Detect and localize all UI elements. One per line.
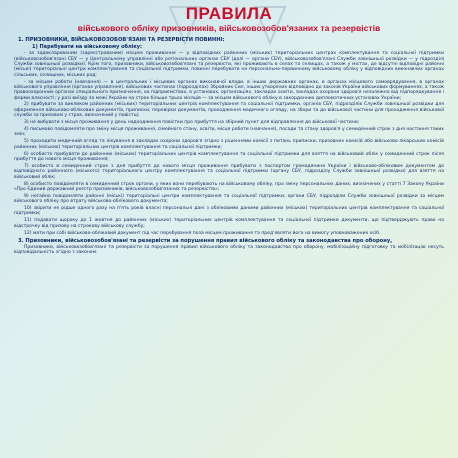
section-heading-3: 3. Призовники, військовозобов'язані та резервісти за порушення правил військового обліку та законодавства про оборону,	[18, 237, 393, 244]
paragraph: 7) особисто в семиденний строк з дня прибуття до нового місця проживання прибувати з паспортом громадянина України і військово-обліковим документом до відповідного районного (міського) територіального центру комплектування та соціальної підтримки (органу СБУ, підрозділу Служби зовнішньої розвідки) для взяття на військовий облік;	[14, 163, 444, 180]
paragraph: 10) звірити не рідше одного разу на п'ять років власні персональні дані з обліковими даними районних (міських) територіальних центрів комплектування та соціальної підтримки;	[14, 206, 444, 217]
paragraph: - за місцем роботи (навчання) — в центральних і місцевих органах виконавчої влади, в інших державних органах, в органах місцевого самоврядування, в органах військового управління (органах управління), військових частинах (підрозділах) Збройних Сил, інших утворених відповідно до законів України військових формуваннях, а також правоохоронних органах спеціального призначення, на підприємствах, в установах, організаціях, закладах освіти, закладах охорони здоров'я незалежно від підпорядкування і форми власності; у разі виїзду за межі України на строк більше трьох місяців — за місцем військового обліку в закордонних дипломатичних установах України;	[14, 79, 444, 101]
page-title: ПРАВИЛА	[185, 4, 273, 23]
paragraph: - за задекларованим (зареєстрованим) місцем проживання — у відповідних районних (міських) територіальних центрах комплектування та соціальної підтримки (військовозобов'язані СБУ — у Центральному управлінні або регіональних органах СБУ (далі — органи СБУ), військовозобов'язані Служби зовнішньої розвідки — у підрозділі Служби зовнішньої розвідки). Крім того, призовники, військовозобов'язані та резервісти, які проживають в селах та селищах, а також у містах, де відсутні відповідні районні (міські) територіальні центри комплектування та соціальної підтримки, повинні перебувати на персонально-первинному військовому обліку у відповідних виконавчих органах сільських, селищних, міських рад;	[14, 51, 444, 78]
paragraph: Призовники, військовозобов'язані та резервісти за порушення правил військового обліку та законодавства про оборону, мобілізаційну підготовку та мобілізацію несуть відповідальність згідно з законом.	[14, 244, 444, 256]
paragraph: 3) не вибувати з місця проживання у день надходження повістки про прибуття на збірний пункт для відправлення до військової частини;	[24, 120, 360, 126]
subheading-1: 1) Перебувати на військовому обліку:	[32, 44, 143, 51]
paragraph: 4) письмово повідомляти про зміну місця проживання, сімейного стану, освіти, місця роботи (навчання), посади та стану здоров'я у семиденний строк з дня настання таких змін;	[14, 127, 444, 138]
paragraph: 8) особисто повідомляти в семиденний строк органи, у яких вони перебувають на військовому обліку, про зміну персональних даних, визначених у статті 7 Закону України «Про Єдиний державний реєстр призовників, військовозобов'язаних та резервістів»;	[14, 181, 444, 192]
paragraph: 6) особисто прибувати до районних (міських) територіальних центрів комплектування та соціальної підтримки для взяття на військовий облік у семиденний строк після прибуття до нового місця проживання;	[14, 151, 444, 162]
paragraph: 11) подавати щороку до 1 жовтня до районних (міських) територіальних центрів комплектування та соціальної підтримки документи, що підтверджують право на відстрочку від призову на строкову військову службу;	[14, 218, 444, 229]
paragraph: 12) мати при собі військово-обліковий документ під час перебування поза місцем проживання та пред'являти його на вимогу уповноважених осіб.	[24, 230, 381, 236]
paragraph: 5) проходити медичний огляд та лікування в закладах охорони здоров'я згідно з рішеннями комісії з питань приписки, призовних комісій або військово-лікарських комісій районних (міських) територіальних центрів комплектування та соціальної підтримки;	[14, 139, 444, 150]
paragraph: 2) прибувати за викликом районних (міських) територіальних центрів комплектування та соціальної підтримки, органів СБУ, підрозділів Служби зовнішньої розвідки для оформлення військово-облікових документів, приписки, перевірки документів, проходження медичного огляду, на збори та до військової частини для проходження військової служби за призовом у строк, визначений у повістці;	[14, 102, 444, 119]
section-heading-1: 1. ПРИЗОВНИКИ, ВІЙСЬКОВОЗОБОВ'ЯЗАНІ ТА РЕЗЕРВІСТИ ПОВИННІ:	[18, 37, 225, 43]
paragraph: 9) негайно повідомляти районні (міські) територіальні центри комплектування та соціальної підтримки, органи СБУ, підрозділи Служби зовнішньої розвідки за місцем військового обліку про втрату військово-облікового документа;	[14, 193, 444, 205]
page-subtitle: військового обліку призовників, військовозобов'язаних та резервістів	[77, 23, 381, 33]
